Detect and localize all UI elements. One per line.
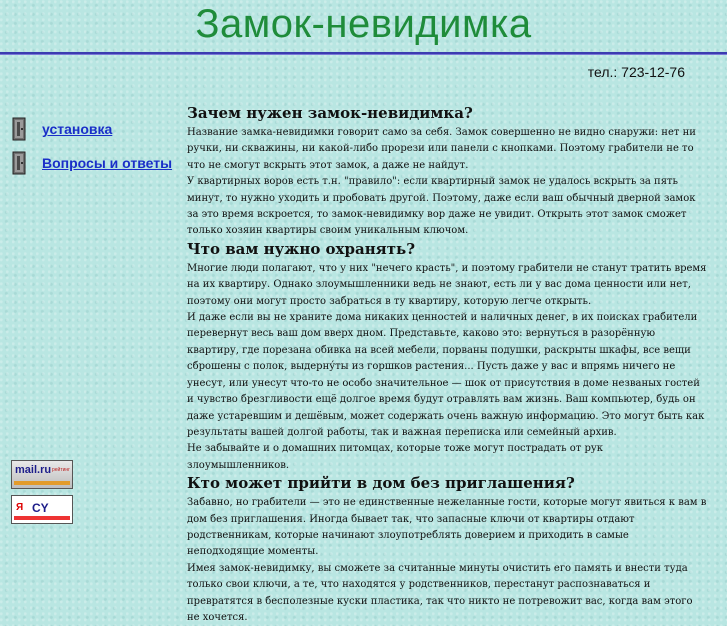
mailru-rating-badge[interactable] (11, 460, 73, 489)
paragraph: Не забывайте и о домашних питомцах, которые тоже могут пострадать от рук злоумышленников. (187, 443, 604, 471)
section-title: Что вам нужно охранять? (187, 239, 416, 258)
mailru-logo-text: mail.ru (15, 464, 52, 476)
sidebar-link-faq[interactable]: Вопросы и ответы (42, 155, 173, 171)
main-content (187, 104, 707, 626)
paragraph: Название замка-невидимки говорит само за себя. Замок совершенно не видно снаружи: нет ни ручки, ни скважины, ни какой-либо прорези или панели с кнопками. Поэтому грабители не то что не смогут вскрыть этот замок, а даже не найдут. (187, 127, 696, 171)
paragraph: Имея замок-невидимку, вы сможете за считанные минуты очистить его память и внести туда только свои ключи, а те, что находятся у родственников, перестанут распознаваться и превратятся в бесполезные куски пластика, так что никто не потревожит вас, когда вам этого не хочется. (187, 562, 693, 623)
paragraph: И даже если вы не храните дома никаких ценностей и наличных денег, в их поисках грабители перевернут весь ваш дом вверх дном. Представьте, каково это: вернуться в разорённую квартиру, где порезана обивка на всей мебели, порваны подушки, раскрыты шкафы, все вещи сброшены с полок, выдерну́ты из горшков растения... Пусть даже у вас и впрямь ничего не унесут, или унесут что-то не особо значительное — шок от присутствия в доме незваных гостей и чувство брезгливости ещё долгое время будут отравлять вам жизнь. Ваш компьютер, будь он даже устаревшим и дешёвым, может содержать очень важную информацию. Это могут быть как результаты вашей долгой работы, так и важная переписка или семейный архив. (187, 312, 705, 438)
yandex-badge-bar (14, 516, 70, 520)
paragraph: Многие люди полагают, что у них "нечего красть", и поэтому грабители не станут тратить время на их квартиру. Однако злоумышленники ведь не знают, есть ли у вас дома ценности или нет, поэтому они могут просто забраться в ту квартиру, которую легче открыть. (187, 262, 707, 307)
sidebar-link-installation[interactable]: установка (42, 121, 113, 137)
section-uninvited-guests (187, 474, 707, 626)
site-title: Замок-невидимка (195, 2, 532, 46)
yandex-cy-text: CY (32, 501, 49, 515)
sidebar-nav (12, 114, 182, 182)
sidebar-item-installation[interactable] (12, 114, 182, 144)
sidebar-item-faq[interactable] (12, 148, 182, 178)
counter-badges (11, 460, 73, 530)
section-why (187, 104, 707, 240)
yandex-logo-text: Я (16, 502, 24, 513)
door-icon (12, 117, 26, 141)
paragraph: У квартирных воров есть т.н. "правило": если квартирный замок не удалось вскрыть за пять минут, то нужно уходить и пробовать другой. Поэтому, даже если ваш обычный дверной замок за это время вскроется, то замок-невидимку вор даже не увидит. Открыть этот замок сможет только хозяин квартиры своим уникальным ключом. (187, 176, 696, 237)
section-what-to-protect (187, 240, 707, 474)
mailru-badge-bar (14, 481, 70, 485)
section-title: Зачем нужен замок-невидимка? (187, 104, 473, 122)
phone-number: тел.: 723-12-76 (587, 64, 685, 80)
door-icon (12, 151, 26, 175)
paragraph: Забавно, но грабители — это не единственные нежеланные гости, которые могут явиться к вам в дом без приглашения. Иногда бывает так, что запасные ключи от квартиры отдают родственникам, которые начинают злоупотреблять доверием и приходить в самые неподходящие моменты. (187, 497, 707, 558)
yandex-cy-badge[interactable] (11, 495, 73, 524)
section-title: Кто может прийти в дом без приглашения? (187, 474, 575, 493)
header-divider (0, 52, 727, 55)
mailru-rating-label: рейтинг (51, 467, 70, 473)
